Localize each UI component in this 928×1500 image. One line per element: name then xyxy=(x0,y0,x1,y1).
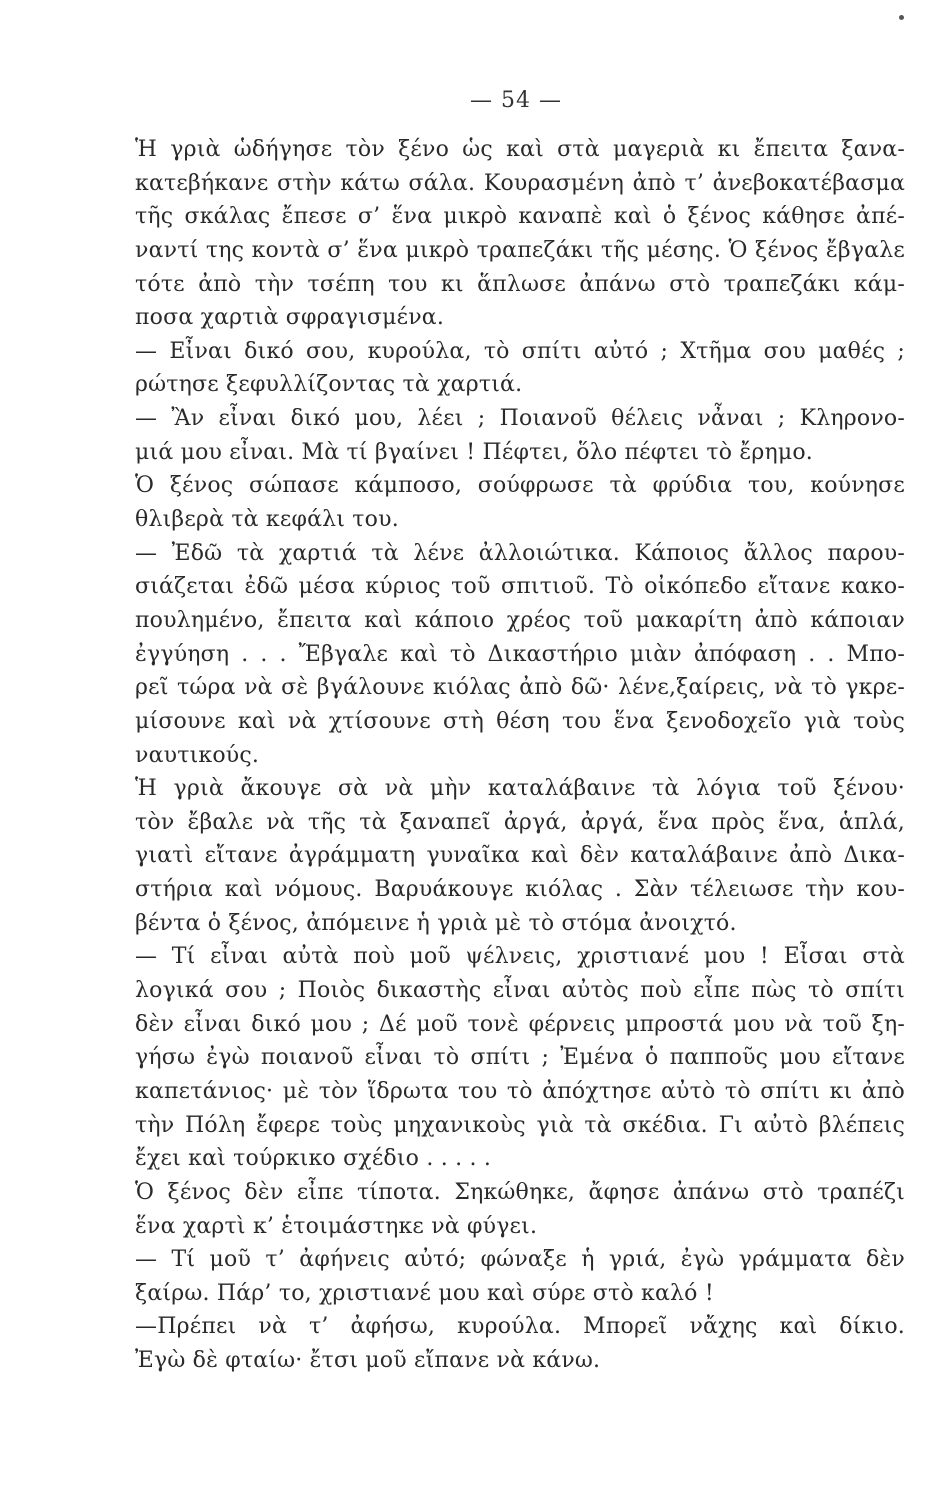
page-number: — 54 — xyxy=(470,88,562,113)
body-text xyxy=(135,133,905,1378)
text-line: ποσα χαρτιὰ σφραγισμένα. xyxy=(135,305,445,331)
ink-speck xyxy=(899,15,904,20)
text-line: Ἡ γριὰ ἄκουγε σὰ νὰ μὴν καταλάβαινε τὰ λόγια τοῦ ξένου· xyxy=(135,776,905,802)
text-line: — Τί μοῦ τ’ ἀφήνεις αὐτό; φώναξε ἡ γριά, ἐγὼ γράμματα δὲν xyxy=(135,1247,905,1273)
text-line: ναντί της κοντὰ σ’ ἕνα μικρὸ τραπεζάκι τῆς μέσης. Ὁ ξένος ἔβγαλε xyxy=(135,237,905,263)
text-line: μίσουνε καὶ νὰ χτίσουνε στὴ θέση του ἕνα ξενοδοχεῖο γιὰ τοὺς xyxy=(135,708,905,734)
text-line: ἕνα χαρτὶ κ’ ἑτοιμάστηκε νὰ φύγει. xyxy=(135,1213,538,1239)
text-line: θλιβερὰ τὰ κεφάλι του. xyxy=(135,507,399,533)
text-line: τότε ἀπὸ τὴν τσέπη του κι ἅπλωσε ἀπάνω στὸ τραπεζάκι κάμ- xyxy=(135,271,905,297)
text-line: γιατὶ εἴτανε ἀγράμματη γυναῖκα καὶ δὲν καταλάβαινε ἀπὸ Δικα- xyxy=(135,843,905,869)
text-line: — Τί εἶναι αὐτὰ ποὺ μοῦ ψέλνεις, χριστιανέ μου ! Εἶσαι στὰ xyxy=(135,944,905,970)
text-line: δὲν εἶναι δικό μου ; Δέ μοῦ τονὲ φέρνεις μπροστά μου νὰ τοῦ ξη- xyxy=(135,1011,905,1037)
text-line: Ὁ ξένος σώπασε κάμποσο, σούφρωσε τὰ φρύδια του, κούνησε xyxy=(135,473,905,499)
text-line: τὴν Πόλη ἔφερε τοὺς μηχανικοὺς γιὰ τὰ σκέδια. Γι αὐτὸ βλέπεις xyxy=(135,1112,905,1138)
text-line: ἔχει καὶ τούρκικο σχέδιο . . . . . xyxy=(135,1146,492,1172)
text-line: — Εἶναι δικό σου, κυρούλα, τὸ σπίτι αὐτό ; Χτῆμα σου μαθές ; xyxy=(135,338,905,364)
text-line: ναυτικούς. xyxy=(135,742,260,768)
text-line: ἐγγύηση . . . Ἔβγαλε καὶ τὸ Δικαστήριο μιὰν ἀπόφαση . . Μπο- xyxy=(135,641,905,667)
text-line: ρεῖ τώρα νὰ σὲ βγάλουνε κιόλας ἀπὸ δῶ· λένε,ξαίρεις, νὰ τὸ γκρε- xyxy=(135,675,905,701)
text-line: κατεβήκανε στὴν κάτω σάλα. Κουρασμένη ἀπὸ τ’ ἀνεβοκατέβασμα xyxy=(135,170,905,196)
text-line: — Ἂν εἶναι δικό μου, λέει ; Ποιανοῦ θέλεις νἆναι ; Κληρονο- xyxy=(135,406,905,432)
text-line: Ἐγὼ δὲ φταίω· ἔτσι μοῦ εἴπανε νὰ κάνω. xyxy=(135,1348,601,1374)
text-line: καπετάνιος· μὲ τὸν ἵδρωτα του τὸ ἀπόχτησε αὐτὸ τὸ σπίτι κι ἀπὸ xyxy=(135,1078,905,1104)
text-line: τὸν ἔβαλε νὰ τῆς τὰ ξαναπεῖ ἀργά, ἀργά, ἕνα πρὸς ἕνα, ἁπλά, xyxy=(135,809,905,835)
text-line: μιά μου εἶναι. Μὰ τί βγαίνει ! Πέφτει, ὅλο πέφτει τὸ ἔρημο. xyxy=(135,439,813,465)
text-line: Ὁ ξένος δὲν εἶπε τίποτα. Σηκώθηκε, ἄφησε ἀπάνω στὸ τραπέζι xyxy=(135,1179,905,1205)
text-line: —Πρέπει νὰ τ’ ἀφήσω, κυρούλα. Μπορεῖ νἄχης καὶ δίκιο. xyxy=(135,1314,905,1340)
text-line: πουλημένο, ἔπειτα καὶ κάποιο χρέος τοῦ μακαρίτη ἀπὸ κάποιαν xyxy=(135,607,905,633)
text-line: γήσω ἐγὼ ποιανοῦ εἶναι τὸ σπίτι ; Ἐμένα ὁ παπποῦς μου εἴτανε xyxy=(135,1045,905,1071)
text-line: ρώτησε ξεφυλλίζοντας τὰ χαρτιά. xyxy=(135,372,523,398)
text-line: — Ἐδῶ τὰ χαρτιά τὰ λένε ἀλλοιώτικα. Κάποιος ἄλλος παρου- xyxy=(135,540,905,566)
text-line: τῆς σκάλας ἔπεσε σ’ ἕνα μικρὸ καναπὲ καὶ ὁ ξένος κάθησε ἀπέ- xyxy=(135,204,905,230)
text-line: ξαίρω. Πάρ’ το, χριστιανέ μου καὶ σύρε στὸ καλό ! xyxy=(135,1280,714,1306)
text-line: λογικά σου ; Ποιὸς δικαστὴς εἶναι αὐτὸς ποὺ εἶπε πὼς τὸ σπίτι xyxy=(135,978,905,1004)
text-line: σιάζεται ἐδῶ μέσα κύριος τοῦ σπιτιοῦ. Τὸ οἰκόπεδο εἴτανε κακο- xyxy=(135,574,905,600)
text-line: βέντα ὁ ξένος, ἀπόμεινε ἡ γριὰ μὲ τὸ στόμα ἀνοιχτό. xyxy=(135,910,737,936)
text-line: Ἡ γριὰ ὡδήγησε τὸν ξένο ὡς καὶ στὰ μαγεριὰ κι ἔπειτα ξανα- xyxy=(135,137,905,162)
text-line: στήρια καὶ νόμους. Βαρυάκουγε κιόλας . Σὰν τέλειωσε τὴν κου- xyxy=(135,877,905,903)
